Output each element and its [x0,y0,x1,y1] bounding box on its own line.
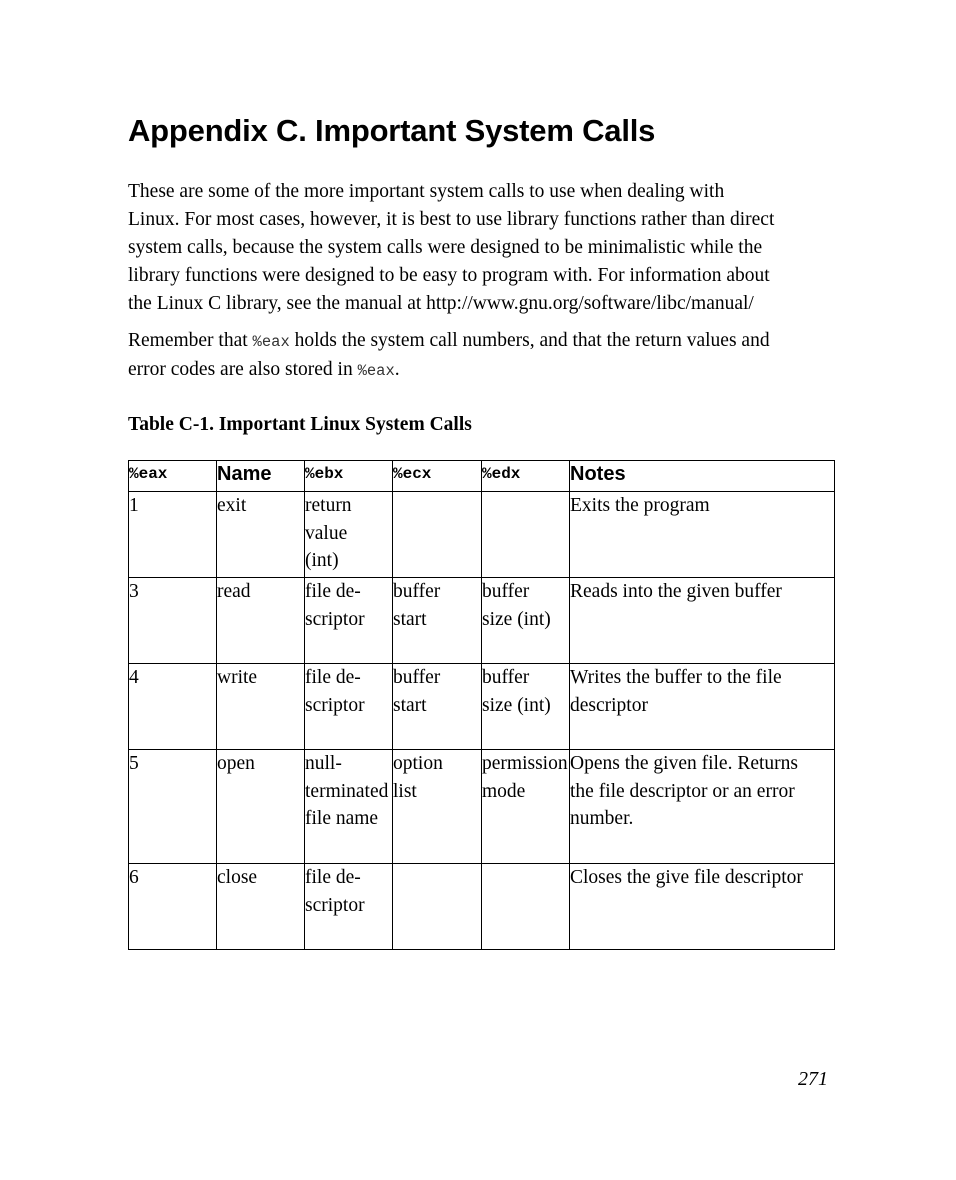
table-row [129,492,835,578]
intro-line: These are some of the more important system calls to use when dealing with [128,181,725,202]
cell-edx [482,578,570,664]
cell-edx-line: size (int) [482,608,551,630]
intro-line: system calls, because the system calls were designed to be minimalistic while the [128,237,763,258]
cell-ecx [393,864,482,950]
cell-ebx-line: scriptor [305,894,365,916]
cell-edx [482,750,570,864]
cell-ebx-line: terminated [305,780,389,802]
cell-notes-line: Opens the given file. Returns [570,753,798,774]
column-header-eax: %eax [129,461,217,492]
cell-ecx [393,664,482,750]
cell-edx [482,664,570,750]
intro-paragraph [128,178,838,318]
cell-eax: 3 [129,578,217,664]
cell-ebx-line: scriptor [305,608,365,630]
cell-eax: 4 [129,664,217,750]
page-number: 271 [798,1068,828,1090]
remember-text: Remember that [128,330,253,351]
table-row [129,750,835,864]
cell-ebx-line: null- [305,753,342,774]
cell-name: close [217,864,305,950]
table-body [129,492,835,950]
intro-line: the Linux C library, see the manual at http://www.gnu.org/software/libc/manual/ [128,293,754,314]
cell-notes-line: number. [570,808,634,829]
cell-ecx [393,492,482,578]
cell-ebx-line: scriptor [305,694,365,716]
cell-eax: 5 [129,750,217,864]
cell-notes [570,578,835,664]
cell-ebx [305,578,393,664]
cell-ebx-line: (int) [305,550,339,571]
cell-notes-line: Exits the program [570,495,710,516]
cell-ecx-line: option [393,753,443,774]
remember-paragraph [128,327,838,385]
cell-ecx-line: buffer [393,581,441,602]
cell-notes [570,492,835,578]
cell-notes [570,664,835,750]
column-header-ebx: %ebx [305,461,393,492]
cell-ebx-line: file de- [305,667,361,688]
cell-eax: 6 [129,864,217,950]
system-calls-table [128,460,835,950]
cell-ebx [305,750,393,864]
cell-ebx-line: file de- [305,581,361,602]
appendix-title: Appendix C. Important System Calls [128,113,656,148]
intro-line: Linux. For most cases, however, it is best to use library functions rather than direct [128,209,775,230]
cell-ecx [393,750,482,864]
cell-ebx [305,664,393,750]
table-row [129,664,835,750]
column-header-edx: %edx [482,461,570,492]
cell-ecx-line: buffer [393,667,441,688]
cell-edx-line: buffer [482,581,530,602]
table-header-row [129,461,835,492]
column-header-notes: Notes [570,461,835,492]
cell-ebx-line: file de- [305,867,361,888]
cell-name: open [217,750,305,864]
table-caption: Table C-1. Important Linux System Calls [128,414,472,435]
cell-notes-line: Writes the buffer to the file [570,667,782,688]
cell-edx [482,492,570,578]
remember-text: holds the system call numbers, and that the return values and [289,330,770,351]
column-header-ecx: %ecx [393,461,482,492]
table-row [129,864,835,950]
cell-name: read [217,578,305,664]
cell-eax: 1 [129,492,217,578]
cell-name: exit [217,492,305,578]
table-row [129,578,835,664]
cell-notes-line: descriptor [570,694,648,716]
cell-notes [570,864,835,950]
cell-ebx-line: value [305,522,348,544]
cell-ebx [305,864,393,950]
remember-text: . [394,359,400,380]
cell-notes-line: Closes the give file descriptor [570,867,803,888]
cell-ecx-line: start [393,608,427,630]
cell-ebx [305,492,393,578]
cell-edx-line: buffer [482,667,530,688]
cell-notes-line: the file descriptor or an error [570,780,795,802]
intro-line: library functions were designed to be easy to program with. For information about [128,265,770,286]
cell-ebx-line: file name [305,808,379,829]
cell-name: write [217,664,305,750]
cell-ecx-line: list [393,780,417,802]
cell-notes-line: Reads into the given buffer [570,581,782,602]
register-code: %eax [252,333,290,351]
cell-notes [570,750,835,864]
cell-edx-line: mode [482,780,526,802]
cell-ecx [393,578,482,664]
cell-edx [482,864,570,950]
register-code: %eax [357,362,395,380]
cell-ebx-line: return [305,495,352,516]
column-header-name: Name [217,461,305,492]
cell-edx-line: size (int) [482,694,551,716]
cell-ecx-line: start [393,694,427,716]
cell-edx-line: permission [482,753,568,774]
remember-text: error codes are also stored in [128,359,358,380]
